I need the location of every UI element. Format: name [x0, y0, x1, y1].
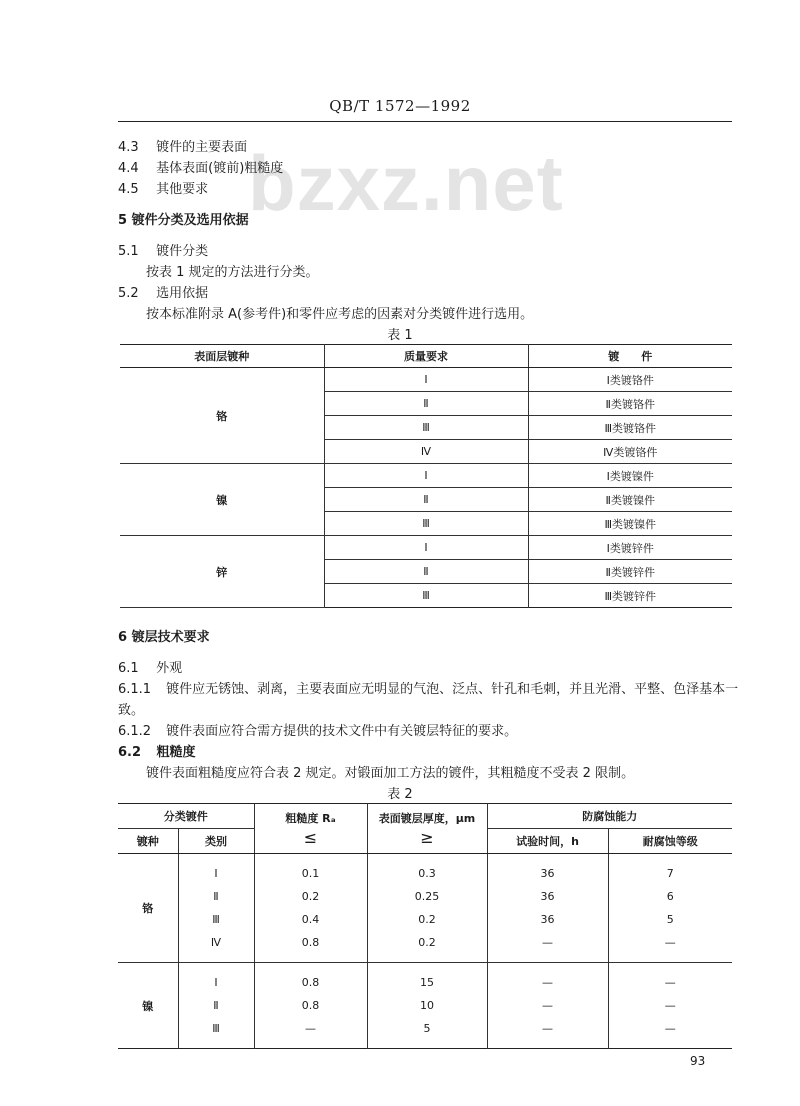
plating-type-cell: 镍 — [118, 963, 178, 1049]
section-number: 5.1 — [118, 244, 139, 259]
quality-cell: Ⅰ — [324, 464, 528, 488]
grade-cell: — — [664, 999, 676, 1012]
table-row — [120, 536, 732, 560]
header-category: 类别 — [178, 829, 254, 854]
section-title: 镀件分类 — [156, 244, 209, 259]
table-row — [120, 464, 732, 488]
quality-cell: Ⅱ — [324, 392, 528, 416]
roughness-cell: 0.2 — [254, 885, 367, 908]
thickness-cell: 15 — [367, 971, 487, 994]
table-2 — [118, 803, 732, 1049]
quality-cell: Ⅰ — [324, 368, 528, 392]
item-number: 4.4 — [118, 161, 139, 176]
part-cell: Ⅰ类镀铬件 — [528, 368, 732, 392]
test-time-cell: — — [487, 931, 608, 954]
section-number: 6.2 — [118, 745, 142, 760]
header-divider — [118, 121, 732, 122]
table-2-caption: 表 2 — [387, 787, 413, 802]
section-6-2-text: 镀件表面粗糙度应符合表 2 规定。对锻面加工方法的镀件，其粗糙度不受表 2 限制。 — [146, 766, 635, 781]
table-row — [120, 368, 732, 392]
header-thickness-label: 表面镀层厚度，μm — [378, 812, 476, 825]
thickness-cell: 0.2 — [367, 931, 487, 954]
section-title: 选用依据 — [156, 286, 209, 301]
item-4-3 — [118, 136, 247, 155]
part-cell: Ⅱ类镀锌件 — [528, 560, 732, 584]
grade-cell: 5 — [666, 913, 674, 926]
section-number: 6.1.1 — [118, 682, 152, 697]
quality-cell: Ⅰ — [324, 536, 528, 560]
section-6-2 — [118, 741, 196, 760]
page-number: 93 — [690, 1054, 706, 1068]
section-5-2-text: 按本标准附录 A(参考件)和零件应考虑的因素对分类镀件进行选用。 — [146, 307, 534, 322]
test-time-cell: 36 — [487, 862, 608, 885]
watermark: bzxz.net — [248, 139, 564, 227]
section-5-1 — [118, 240, 208, 259]
quality-cell: Ⅱ — [324, 488, 528, 512]
quality-cell: Ⅲ — [324, 512, 528, 536]
header-corrosion: 防腐蚀能力 — [487, 804, 732, 829]
page-header-code: QB/T 1572—1992 — [329, 97, 471, 115]
part-cell: Ⅱ类镀铬件 — [528, 392, 732, 416]
test-time-cell: — — [487, 994, 608, 1017]
grade-cell: — — [664, 936, 676, 949]
header-cell: 镀 件 — [528, 345, 732, 368]
header-thickness — [367, 804, 487, 854]
test-time-cell: 36 — [487, 885, 608, 908]
item-number: 4.5 — [118, 182, 139, 197]
quality-cell: Ⅲ — [324, 584, 528, 608]
grade-cell: — — [664, 1022, 676, 1035]
part-cell: Ⅲ类镀镍件 — [528, 512, 732, 536]
less-equal-symbol: ≤ — [303, 828, 318, 847]
section-5-2 — [118, 282, 208, 301]
thickness-cell: 10 — [367, 994, 487, 1017]
section-text: 镀件应无锈蚀、剥离，主要表面应无明显的气泡、泛点、针孔和毛刺，并且光滑、平整、色泽基本一 — [166, 682, 739, 697]
table-row — [118, 994, 732, 1017]
header-class: 分类镀件 — [118, 804, 254, 829]
thickness-cell: 5 — [367, 1017, 487, 1040]
roughness-cell: 0.1 — [254, 862, 367, 885]
spacer-row — [118, 963, 732, 972]
quality-cell: Ⅱ — [324, 560, 528, 584]
grade-cell: — — [664, 976, 676, 989]
item-text: 镀件的主要表面 — [156, 140, 248, 155]
section-title: 粗糙度 — [156, 745, 196, 760]
header-test-time: 试验时间，h — [487, 829, 608, 854]
table-row — [118, 931, 732, 954]
table-1 — [120, 344, 732, 608]
section-5-title: 5 镀件分类及选用依据 — [118, 213, 249, 228]
item-4-4 — [118, 157, 283, 176]
header-cell: 表面层镀种 — [120, 345, 324, 368]
section-6-1-1-cont: 致。 — [118, 703, 145, 718]
section-number: 5.2 — [118, 286, 139, 301]
section-6-1 — [118, 657, 182, 676]
part-cell: Ⅲ类镀铬件 — [528, 416, 732, 440]
header-cell: 质量要求 — [324, 345, 528, 368]
quality-cell: Ⅳ — [324, 440, 528, 464]
category-cell: Ⅱ — [178, 994, 254, 1017]
roughness-cell: 0.8 — [254, 994, 367, 1017]
part-cell: Ⅱ类镀镍件 — [528, 488, 732, 512]
section-number: 6.1.2 — [118, 724, 152, 739]
section-6-title: 6 镀层技术要求 — [118, 630, 210, 645]
table-row — [118, 885, 732, 908]
category-cell: Ⅲ — [178, 1017, 254, 1040]
test-time-cell: 36 — [487, 908, 608, 931]
item-text: 其他要求 — [156, 182, 209, 197]
plating-type-cell: 镍 — [120, 464, 324, 536]
quality-cell: Ⅲ — [324, 416, 528, 440]
thickness-cell: 0.2 — [367, 908, 487, 931]
table-header-row — [118, 804, 732, 829]
header-grade: 耐腐蚀等级 — [608, 829, 732, 854]
thickness-cell: 0.3 — [367, 862, 487, 885]
item-number: 4.3 — [118, 140, 139, 155]
category-cell: Ⅱ — [178, 885, 254, 908]
item-4-5 — [118, 178, 208, 197]
category-cell: Ⅰ — [178, 971, 254, 994]
header-roughness-label: 粗糙度 Rₐ — [285, 812, 336, 825]
spacer-row — [118, 954, 732, 963]
header-plating-type: 镀种 — [118, 829, 178, 854]
test-time-cell: — — [487, 1017, 608, 1040]
table-header-row — [120, 345, 732, 368]
part-cell: Ⅳ类镀铬件 — [528, 440, 732, 464]
category-cell: Ⅰ — [178, 862, 254, 885]
plating-type-cell: 铬 — [120, 368, 324, 464]
table-row — [118, 908, 732, 931]
plating-type-cell: 锌 — [120, 536, 324, 608]
table-row — [118, 862, 732, 885]
header-roughness — [254, 804, 367, 854]
grade-cell: 6 — [666, 890, 674, 903]
roughness-cell: 0.8 — [254, 971, 367, 994]
table-row — [118, 1017, 732, 1040]
roughness-cell: — — [254, 1017, 367, 1040]
section-6-1-1 — [118, 678, 738, 697]
plating-type-cell: 铬 — [118, 854, 178, 963]
part-cell: Ⅰ类镀镍件 — [528, 464, 732, 488]
grade-cell: 7 — [666, 867, 674, 880]
part-cell: Ⅰ类镀锌件 — [528, 536, 732, 560]
spacer-row — [118, 1040, 732, 1049]
table-row — [118, 971, 732, 994]
section-5-1-text: 按表 1 规定的方法进行分类。 — [146, 265, 319, 280]
spacer-row — [118, 854, 732, 863]
item-text: 基体表面(镀前)粗糙度 — [156, 161, 284, 176]
section-title: 外观 — [156, 661, 183, 676]
section-6-1-2 — [118, 720, 517, 739]
section-number: 6.1 — [118, 661, 139, 676]
category-cell: Ⅲ — [178, 908, 254, 931]
table-1-caption: 表 1 — [387, 328, 413, 343]
section-text: 镀件表面应符合需方提供的技术文件中有关镀层特征的要求。 — [166, 724, 518, 739]
test-time-cell: — — [487, 971, 608, 994]
part-cell: Ⅲ类镀锌件 — [604, 589, 657, 603]
roughness-cell: 0.8 — [254, 931, 367, 954]
category-cell: Ⅳ — [178, 931, 254, 954]
thickness-cell: 0.25 — [367, 885, 487, 908]
roughness-cell: 0.4 — [254, 908, 367, 931]
greater-equal-symbol: ≥ — [420, 828, 434, 847]
